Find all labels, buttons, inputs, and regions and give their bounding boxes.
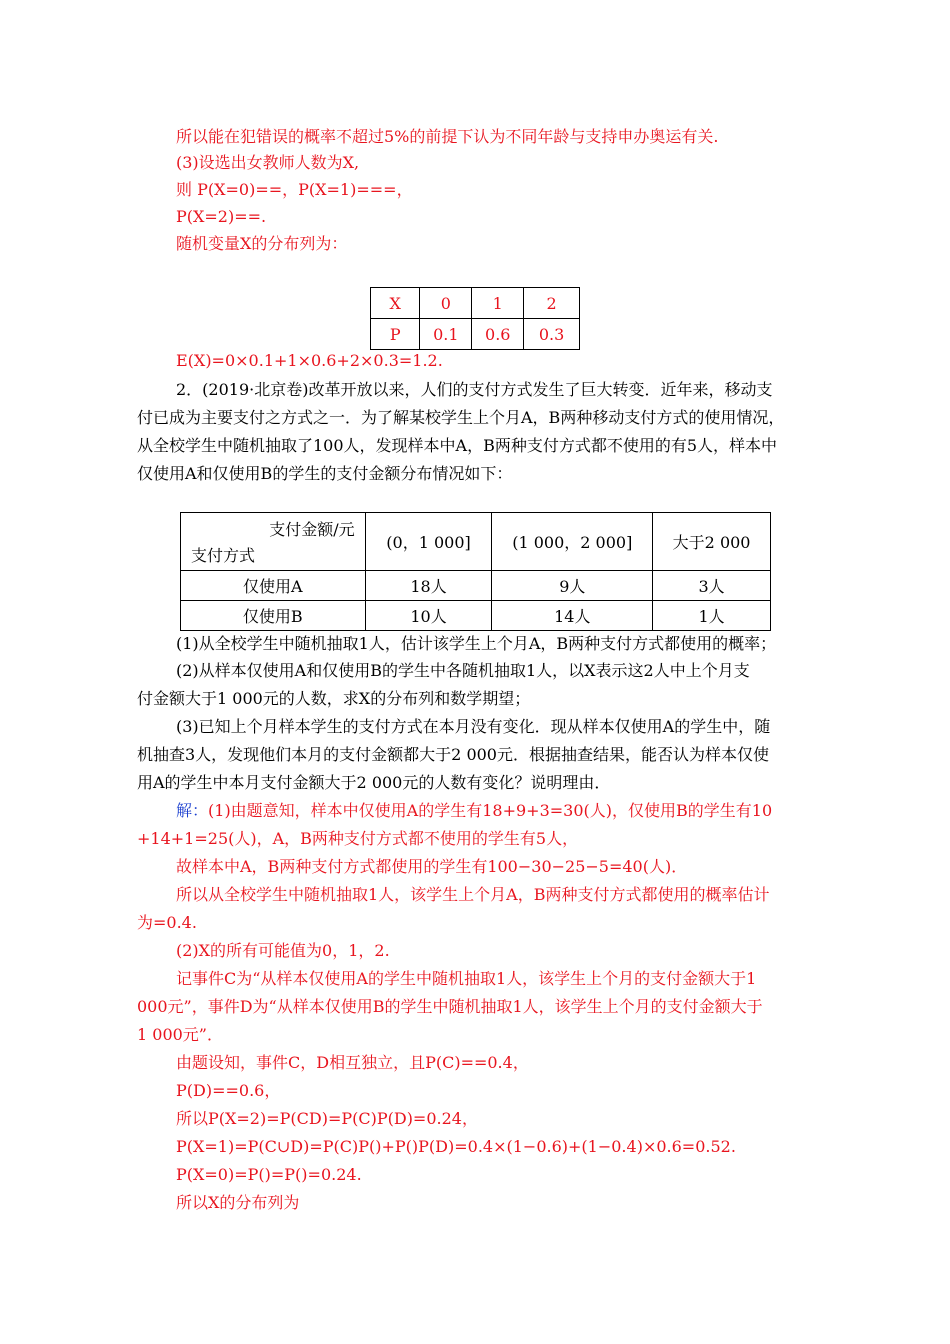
problem-line: 仅使用A和仅使用B的学生的支付金额分布情况如下： (137, 464, 513, 483)
solution-line: +14+1=25(人)，A，B两种支付方式都不使用的学生有5人， (137, 829, 579, 848)
table-cell: X (371, 288, 420, 319)
text-line: 随机变量X的分布列为： (176, 234, 348, 253)
column-header: (0，1 000] (365, 513, 492, 571)
distribution-table (370, 287, 580, 350)
table-cell: P (371, 319, 420, 350)
table-cell: 1人 (653, 601, 771, 631)
solution-label: 解： (176, 801, 209, 820)
solution-line: 由题设知，事件C，D相互独立，且P(C)==0.4， (176, 1053, 529, 1072)
problem-line: 付已成为主要支付之方式之一．为了解某校学生上个月A，B两种移动支付方式的使用情况， (137, 408, 785, 427)
table-cell: 0.3 (524, 319, 580, 350)
question-line: 付金额大于1 000元的人数，求X的分布列和数学期望； (137, 689, 531, 708)
solution-line: 故样本中A，B两种支付方式都使用的学生有100−30−25−5=40(人)． (176, 857, 688, 876)
table-cell: 9人 (492, 571, 653, 601)
solution-line: 所以P(X=2)=P(CD)=P(C)P(D)=0.24， (176, 1109, 478, 1128)
solution-line: P(X=1)=P(C∪D)=P(C)P()+P()P(D)=0.4×(1−0.6)+(1−0.4)×0.6=0.52. (176, 1137, 736, 1156)
question-line: 机抽查3人，发现他们本月的支付金额都大于2 000元．根据抽查结果，能否认为样本仅使 (137, 745, 769, 764)
solution-line: 记事件C为“从样本仅使用A的学生中随机抽取1人，该学生上个月的支付金额大于1 (176, 969, 757, 988)
row-header: 仅使用B (181, 601, 366, 631)
text-line: 所以能在犯错误的概率不超过5%的前提下认为不同年龄与支持申办奥运有关. (176, 127, 719, 146)
question-line: (2)从样本仅使用A和仅使用B的学生中各随机抽取1人，以X表示这2人中上个月支 (176, 661, 750, 680)
corner-bottom-label: 支付方式 (191, 546, 256, 565)
table-corner-cell (181, 513, 366, 571)
solution-line: (2)X的所有可能值为0，1，2. (176, 941, 390, 960)
problem-line: 从全校学生中随机抽取了100人，发现样本中A，B两种支付方式都不使用的有5人，样本中 (137, 436, 778, 455)
payment-table (180, 512, 771, 631)
solution-line: 1 000元”． (137, 1025, 223, 1044)
question-line: 用A的学生中本月支付金额大于2 000元的人数有变化？说明理由． (137, 773, 611, 792)
question-line: (1)从全校学生中随机抽取1人，估计该学生上个月A，B两种支付方式都使用的概率； (176, 634, 777, 653)
corner-top-label: 支付金额/元 (269, 520, 355, 539)
problem-line: 2．(2019·北京卷)改革开放以来，人们的支付方式发生了巨大转变．近年来，移动支 (176, 380, 773, 399)
solution-line: 所以从全校学生中随机抽取1人，该学生上个月A，B两种支付方式都使用的概率估计 (176, 885, 770, 904)
expectation-line: E(X)=0×0.1+1×0.6+2×0.3=1.2. (176, 351, 443, 370)
solution-line: P(X=0)=P()=P()=0.24. (176, 1165, 362, 1184)
column-header: 大于2 000 (653, 513, 771, 571)
text-line: (3)设选出女教师人数为X, (176, 153, 360, 172)
text-line: P(X=2)==. (176, 207, 267, 226)
table-cell: 0.1 (420, 319, 472, 350)
column-header: (1 000，2 000] (492, 513, 653, 571)
question-line: (3)已知上个月样本学生的支付方式在本月没有变化．现从样本仅使用A的学生中，随 (176, 717, 771, 736)
table-cell: 18人 (365, 571, 492, 601)
table-cell: 14人 (492, 601, 653, 631)
table-cell: 3人 (653, 571, 771, 601)
table-cell: 1 (472, 288, 524, 319)
solution-line: P(D)==0.6， (176, 1081, 281, 1100)
table-cell: 2 (524, 288, 580, 319)
row-header: 仅使用A (181, 571, 366, 601)
solution-first-line (176, 800, 772, 822)
table-cell: 10人 (365, 601, 492, 631)
solution-line: 所以X的分布列为 (176, 1193, 300, 1212)
table-cell: 0.6 (472, 319, 524, 350)
solution-text: (1)由题意知，样本中仅使用A的学生有18+9+3=30(人)，仅使用B的学生有10 (208, 801, 773, 820)
solution-line: 000元”，事件D为“从样本仅使用B的学生中随机抽取1人，该学生上个月的支付金额大于 (137, 997, 763, 1016)
solution-line: 为=0.4. (137, 913, 197, 932)
table-cell: 0 (420, 288, 472, 319)
text-line: 则 P(X=0)==，P(X=1)===， (176, 180, 413, 199)
